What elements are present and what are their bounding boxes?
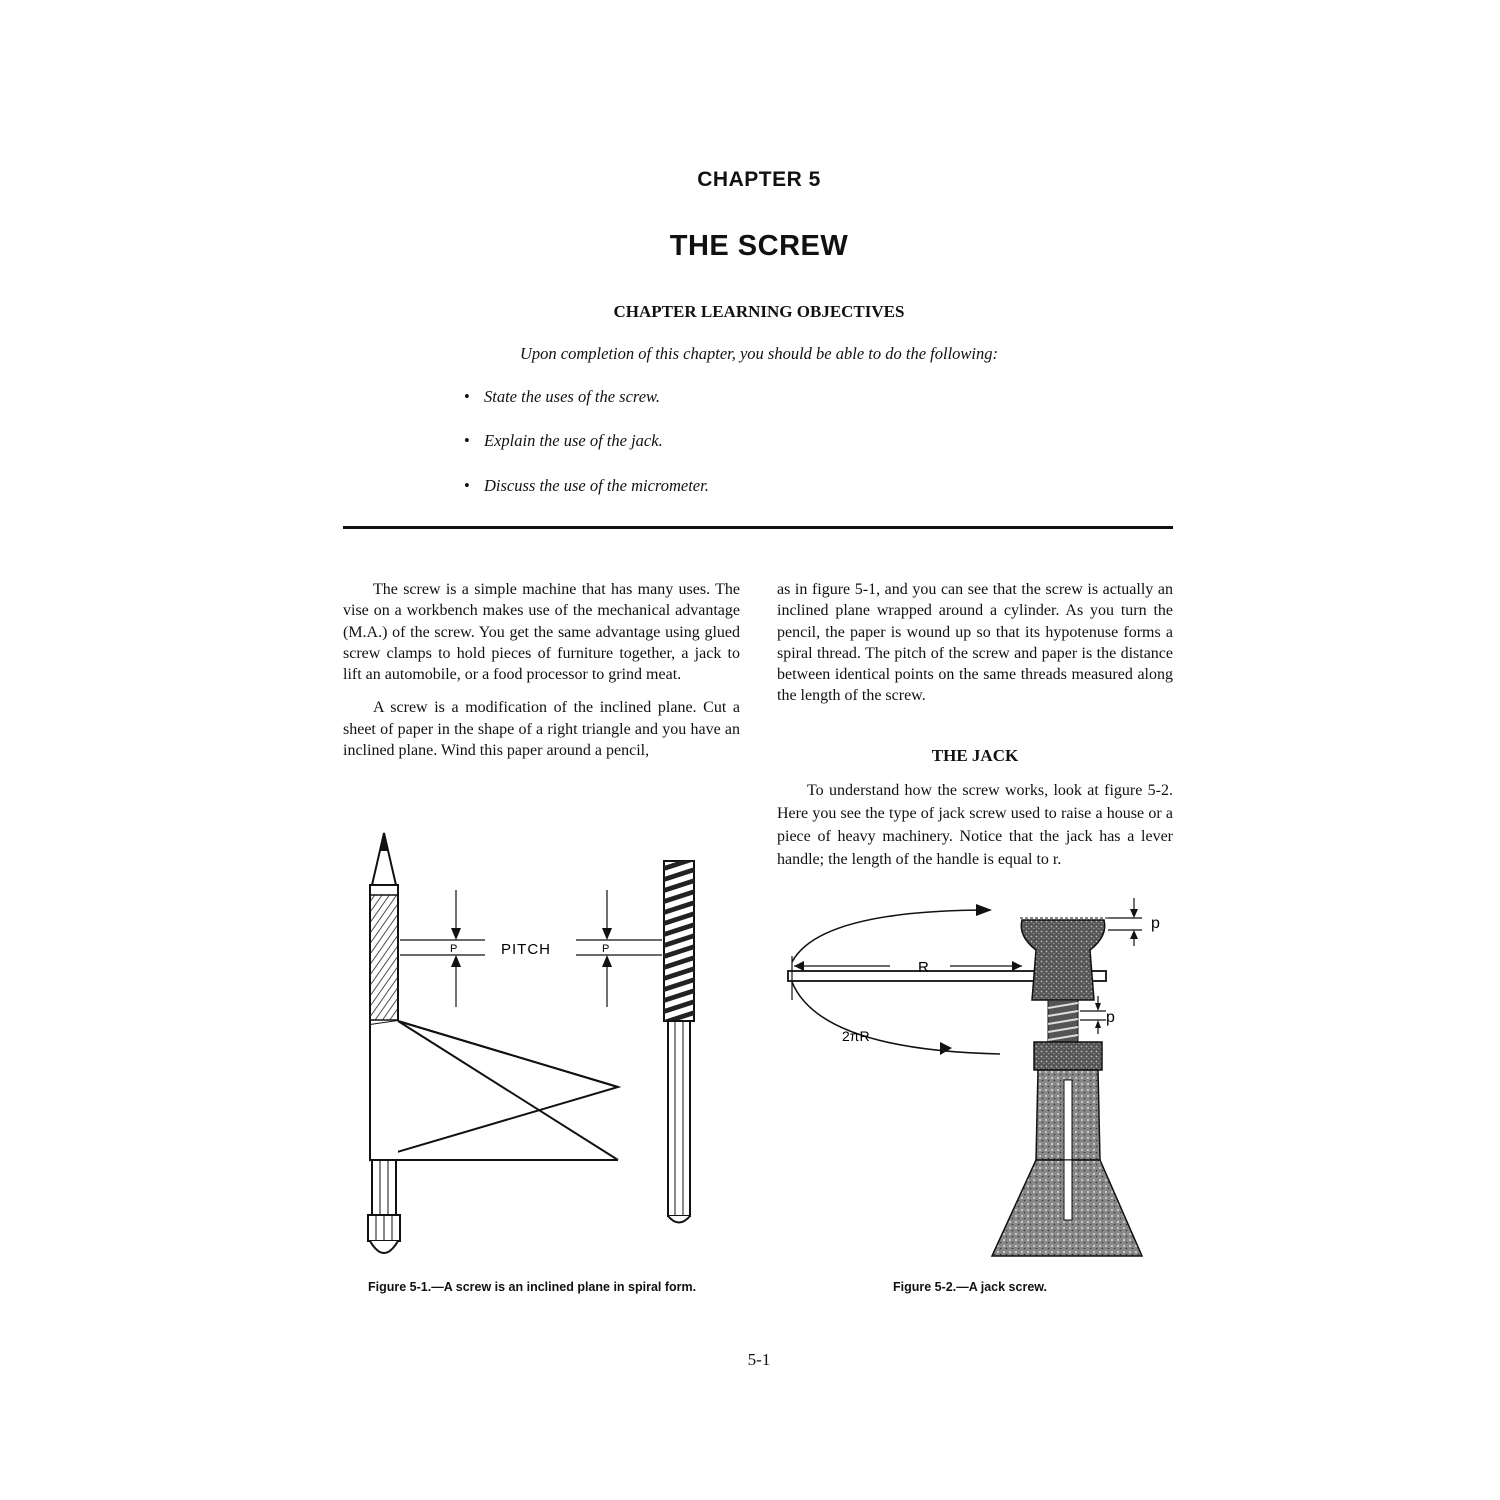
threaded-rod-icon <box>664 861 694 1223</box>
radius-label: R <box>918 959 929 976</box>
chapter-title: THE SCREW <box>669 230 849 262</box>
objective-text: State the uses of the screw. <box>484 387 660 406</box>
figure-5-2-illustration <box>780 890 1180 1270</box>
page-number: 5-1 <box>747 1350 771 1369</box>
bullet-icon: • <box>464 387 470 406</box>
paper-triangle <box>370 1021 618 1160</box>
bullet-icon: • <box>464 476 470 495</box>
pitch-dimension-left <box>400 890 485 1007</box>
objective-text: Explain the use of the jack. <box>484 431 663 450</box>
pitch-dimension-bottom <box>1080 996 1106 1034</box>
body-paragraph: The screw is a simple machine that has many uses. The vise on a workbench makes use of the mechanical advantage (M.A.) of the screw. You get the same advantage using glued screw clamps to hold pieces of furniture together, a jack to lift an automobile, or a food processor to grind meat. <box>343 581 740 684</box>
body-paragraph: A screw is a modification of the inclined plane. Cut a sheet of paper in the shape of a right triangle and you have an inclined plane. Wind this paper around a pencil, <box>343 699 740 760</box>
pitch-label: PITCH <box>501 941 551 958</box>
pitch-p-label-bottom: p <box>1106 1009 1115 1026</box>
figure-5-1-illustration <box>350 825 710 1265</box>
objectives-intro: Upon completion of this chapter, you should be able to do the following: <box>520 344 998 363</box>
objective-text: Discuss the use of the micrometer. <box>484 476 709 495</box>
right-column <box>777 579 1173 707</box>
left-column <box>343 579 740 761</box>
circumference-label: 2πR <box>842 1028 870 1044</box>
chapter-label: CHAPTER 5 <box>697 168 821 191</box>
pitch-p-label-left: P <box>450 943 458 955</box>
figure-5-2-caption: Figure 5-2.—A jack screw. <box>893 1280 1047 1294</box>
pitch-p-label-right: P <box>602 943 610 955</box>
body-paragraph: To understand how the screw works, look at figure 5-2. Here you see the type of jack screw used to raise a house or a piece of heavy machinery. Notice that the jack has a lever handle; the length of the handle is equal to r. <box>777 782 1173 868</box>
objective-item <box>464 431 663 451</box>
pitch-dimension-top <box>1108 898 1142 946</box>
objective-item <box>464 387 660 407</box>
section-heading: THE JACK <box>931 746 1019 765</box>
pitch-p-label-top: p <box>1151 915 1160 932</box>
figure-5-1-caption: Figure 5-1.—A screw is an inclined plane in spiral form. <box>368 1280 697 1294</box>
body-paragraph: as in figure 5-1, and you can see that the screw is actually an inclined plane wrapped around a cylinder. As you turn the pencil, the paper is wound up so that its hypotenuse forms a spiral thread. The pitch of the screw and paper is the distance between identical points on the same threads measured along the length of the screw. <box>777 581 1173 705</box>
objective-item <box>464 476 709 496</box>
pitch-dimension-right <box>576 890 662 1007</box>
objectives-heading: CHAPTER LEARNING OBJECTIVES <box>613 302 905 321</box>
bullet-icon: • <box>464 431 470 450</box>
section-divider <box>343 526 1173 529</box>
